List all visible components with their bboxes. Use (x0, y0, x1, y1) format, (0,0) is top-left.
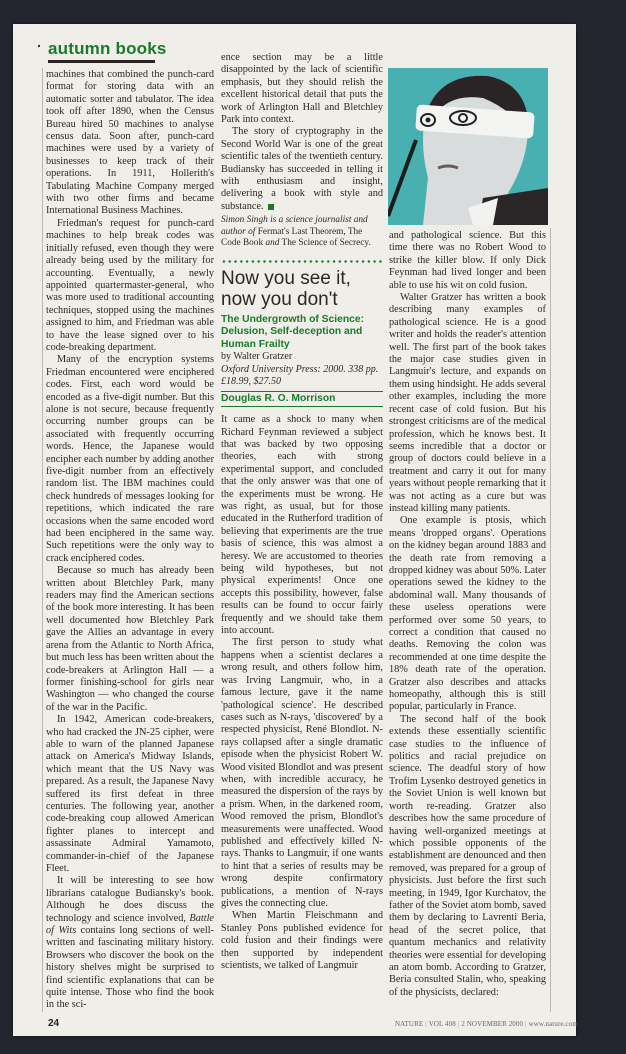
paragraph: Walter Gratzer has written a book describing many examples of pathological science. He is a good writer and holds the reader's attention well. The first part of the book takes the major case studies given in Langmuir's lecture, and expands on them using hindsight. He adds several other examples, including the more recent case of cold fusion. But his strongest criticisms are of the medical profession, which he knows best. It seems incredible that a doctor or group of doctors could believe in a treatment and carry it out for many years without people remarking that it was not acting as a cure but was instead killing many patients. (389, 292, 546, 514)
section-title: autumn books (48, 39, 167, 58)
paragraph: It came as a shock to many when Richard Feynman reviewed a subject that was backed by two opposing theories, each with strong experimental support, and concluded that the only answer was that one of the experiments must be wrong. He was right, as usual, but for those educated in the Rutherford tradition of believing that experiments are the true basis of science, this was almost a heresy. We are accustomed to theories being wild hypotheses, but not physical experiments! Once one accepts this possibility, however, false results can be found to occur fairly frequently and we should take them into account. (221, 414, 383, 637)
bio-book: Fermat's Last Theorem, The Code Book (221, 226, 363, 249)
text-run: contains long sections of well-written and fascinating military history. Browsers who discover the book on the history shelves might be surprised to find scientific explanations that can be quite intense. Those who find the book in the sci- (46, 925, 214, 1011)
paragraph: and pathological science. But this time there was no Robert Wood to strike the killer blow. If only Dick Feynman had lived longer and been able to use his wit on cold fusion. (389, 230, 546, 291)
column-1 (46, 69, 214, 1012)
footer-journal: NATURE (395, 1020, 424, 1028)
paragraph (221, 126, 383, 213)
paragraph (46, 875, 214, 1011)
author-bio (221, 215, 383, 250)
bio-book: The Science of Secrecy. (281, 238, 371, 249)
bio-and: and (265, 238, 280, 249)
dotted-divider (221, 260, 383, 263)
footer-volume: VOL 408 (428, 1020, 456, 1028)
reviewer-rule-bottom (221, 406, 383, 407)
text-run: The story of cryptography in the Second World War is one of the great scientific tales of the twentieth century. Budiansky has succeeded in telling it with enthusiasm and insight, delivering a book with style and substance. (221, 126, 383, 212)
column-rule-right (550, 228, 551, 1012)
paragraph: In 1942, American code-breakers, who had cracked the JN-25 cipher, were able to warn of the planned Japanese attack on America's Midway Islands, which meant that the US Navy was prepared. As a result, the Japanese Navy suffered its first defeat in three centuries. The following year, another code-breaking coup allowed American fighter planes to intercept and assassinate Admiral Yamamoto, commander-in-chief of the Japanese Fleet. (46, 714, 214, 874)
paragraph: One example is ptosis, which means 'dropped organs'. Operations on the kidney began around 1883 and the death rate from removing a dropped kidney was about 50%. Later operations sewed the kidney to the abdominal wall. Many thousands of these useless operations were performed over some 50 years, to correct a condition that caused no deaths. Removing the colon was recommended at one time despite the 18% death rate of the operation. Gratzer also describes and attacks homeopathy, although this is still popular, particularly in France. (389, 515, 546, 713)
paragraph: Because so much has already been written about Bletchley Park, many readers may find the American sections of the book more interesting. It has been well documented how Bletchley Park gave the Allies an advantage in every arena from the Atlantic to North Africa, but much less has been written about the code-breakers at Arlington Hall — a former finishing-school for girls near Washington — who changed the course of the war in the Pacific. (46, 565, 214, 713)
paragraph: When Martin Fleischmann and Stanley Pons published evidence for cold fusion and their findings were then supported by independent scientists, we talked of Langmuir (221, 910, 383, 972)
end-of-article-mark (268, 204, 274, 210)
column-2 (221, 52, 383, 972)
paragraph: Friedman's request for punch-card machines to help break codes was initially refused, even though they were already being used by the military for accounting. Eventually, a newly appointed quartermaster-general, who was more used to traditional accounting techniques, stopped using the machines assigned to him, and Friedman was able to have the lease signed over to his code-breaking department. (46, 217, 214, 353)
illustration-blindfolded-man (388, 68, 548, 225)
book-title-italic: Battle of Wits (46, 912, 214, 937)
review-headline: Now you see it, now you don't (221, 267, 351, 310)
paragraph: machines that combined the punch-card format for storing data with an automatic sorter and tabulator. The idea took off after 1890, when the Census Bureau hired 50 machines to analyse census data. Soon after, punch-card machines were used by a variety of businesses to keep track of their operations. In 1911, Hollerith's Tabulating Machine Company merged with two other firms and became International Business Machines. (46, 69, 214, 217)
bullet-mark (38, 45, 40, 47)
section-rule (48, 60, 155, 63)
paragraph: The second half of the book extends these essentially scientific case studies to the influence of politics and racial prejudice on science. The deadful story of how Trofim Lysenko destroyed genetics in the Soviet Union is well known but worth re-reading. Gratzer also describes how the same procedure of having well-organized meetings at which possible opponents of the establishment are denounced and then removed, was prepared for a group of physicists. Just before the first such meeting, in 1949, Igor Kurchatov, the father of the Soviet atom bomb, saved them by declaring to Lavrenti Beria, head of the secret police, that quantum mechanics and relativity theories were essential for developing an atom bomb. According to Gratzer, Beria consulted Stalin, who, speaking of the physicists, declared: (389, 713, 546, 998)
column-3 (389, 230, 546, 999)
text-run: It will be interesting to see how librarians catalogue Budiansky's book. Although he does discuss the technology and science involved, (46, 875, 214, 924)
book-publisher: Oxford University Press: 2000. 338 pp. £18.99, $27.50 (221, 363, 379, 387)
footer-url: www.nature.com (528, 1020, 578, 1028)
paragraph: The first person to study what happens when a scientist declares a wrong result, and others follow him, was Irving Langmuir, who, in a famous lecture, gave it the name 'pathological science'. He described cases such as N-rays, 'discovered' by a respected physicist, René Blondlot. N-rays collapsed after a single dramatic episode when the physicist Robert W. Wood visited Blondlot and was present when, with incredible accuracy, he measured the dispersion of the rays by a prism. When, in the darkened room, Wood removed the prism, Blondlot's measurements were unaffected. Wood published and effectively killed N-rays. Thanks to Langmuir, if one wants to hint that a series of results may be wrong despite confirmatory publications, a mention of N-rays gives the connecting clue. (221, 637, 383, 910)
paragraph: ence section may be a little disappointed by the lack of scientific emphasis, but they should relish the excellent historical detail that puts the work of Arlington Hall and Bletchley Park into context. (221, 52, 383, 126)
column-rule-left (42, 68, 43, 1012)
footer-date: 2 NOVEMBER 2000 (461, 1020, 524, 1028)
reviewer-name: Douglas R. O. Morrison (221, 393, 336, 405)
footer-citation: NATURE | VOL 408 | 2 NOVEMBER 2000 | www.nature.com (395, 1020, 578, 1028)
book-author: by Walter Gratzer (221, 351, 293, 363)
bio-text: Simon Singh is a science journalist and author of (221, 215, 368, 237)
paragraph: Many of the encryption systems Friedman encountered were enciphered codes. First, each word would be encoded as a five-digit number. But this alone is not secure, because frequently occurring number groups can be associated with frequently occurring words. Hence, the Japanese would encipher each number by adding another five-digit number from an effectively random list. The IBM machines could check hundreds of messages looking for repetitions, which indicated the rare occasions when the same encoded word had been enciphered in the same way. Such repetitions were the only way to crack enciphered codes. (46, 354, 214, 564)
book-details (221, 351, 383, 388)
page-number: 24 (48, 1018, 60, 1029)
book-title: The Undergrowth of Science: Delusion, Self-deception and Human Frailty (221, 313, 365, 350)
